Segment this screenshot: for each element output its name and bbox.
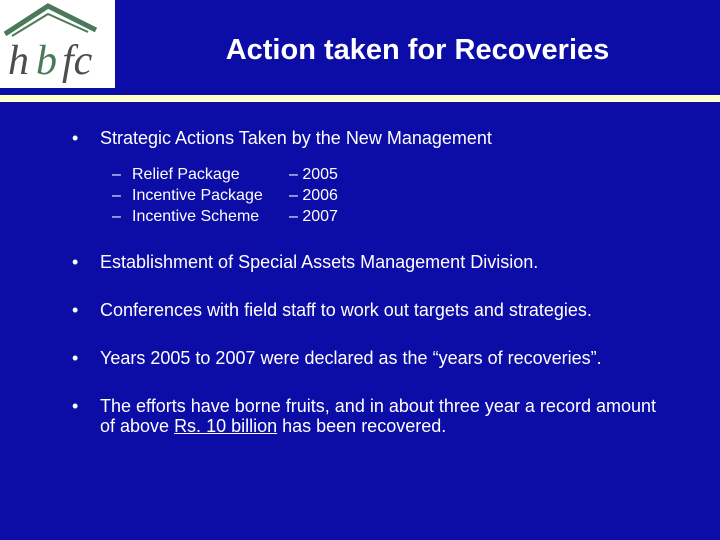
- sub-dash: –: [112, 187, 121, 204]
- sub-dash: –: [112, 166, 121, 183]
- house-roof-icon: [0, 0, 115, 88]
- slide-title: Action taken for Recoveries: [225, 34, 610, 66]
- hbfc-logo: [0, 0, 115, 88]
- bullet-text: Conferences with field staff to work out targets and strategies.: [100, 300, 592, 320]
- sub-year: – 2007: [289, 208, 338, 225]
- title-divider-bar: [0, 95, 720, 102]
- svg-text:b: b: [36, 38, 57, 84]
- bullet-text: Establishment of Special Assets Management Division.: [100, 252, 539, 272]
- sub-label: Relief Package: [132, 166, 240, 183]
- sub-label: Incentive Scheme: [132, 208, 260, 225]
- recovered-amount: Rs. 10 billion: [174, 416, 278, 436]
- svg-text:h: h: [8, 38, 29, 84]
- sub-year: – 2005: [289, 166, 338, 183]
- bullet-text: Strategic Actions Taken by the New Management: [100, 128, 492, 148]
- bullet-text: [100, 396, 670, 436]
- sub-year: – 2006: [289, 187, 338, 204]
- bullet-dot: •: [72, 396, 79, 416]
- bullet-text-before: The efforts have borne fruits, and in about three year a record amount of above: [100, 396, 656, 436]
- bullet-dot: •: [72, 300, 79, 320]
- svg-text:fc: fc: [62, 38, 93, 84]
- bullet-dot: •: [72, 348, 79, 368]
- sub-dash: –: [112, 208, 121, 225]
- bullet-text-after: has been recovered.: [277, 416, 447, 436]
- bullet-dot: •: [72, 128, 79, 148]
- bullet-text: Years 2005 to 2007 were declared as the “years of recoveries”.: [100, 348, 602, 368]
- bullet-dot: •: [72, 252, 79, 272]
- sub-label: Incentive Package: [132, 187, 263, 204]
